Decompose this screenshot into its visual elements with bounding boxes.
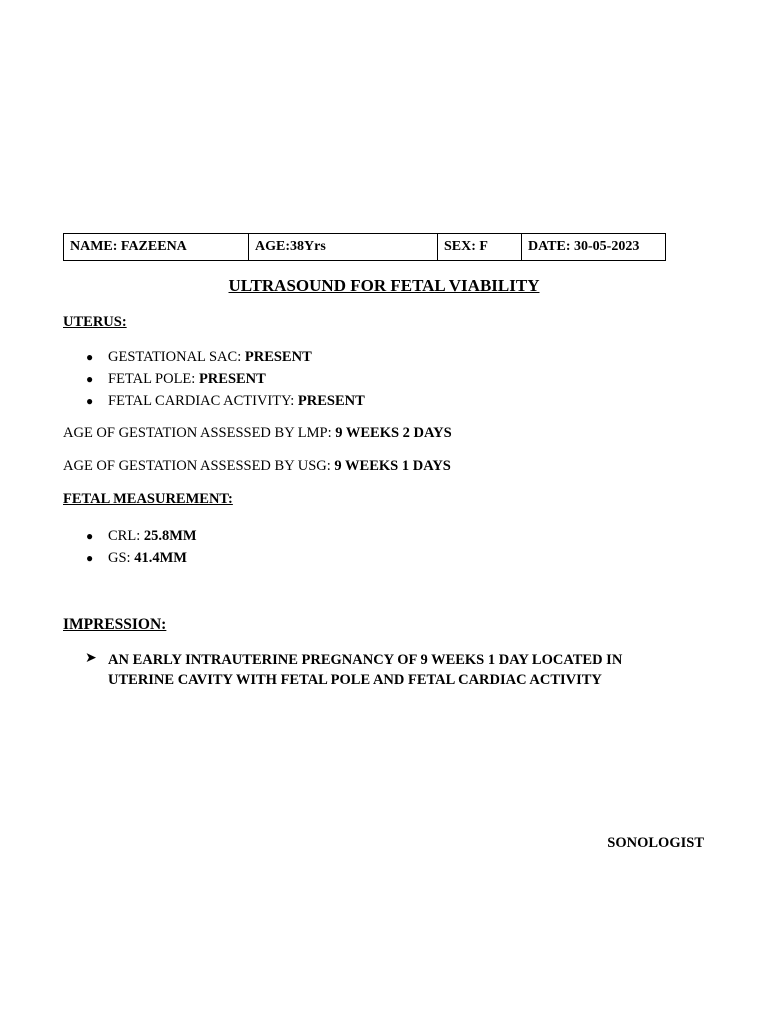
item-value: PRESENT xyxy=(244,349,312,365)
bullet-dot-icon: ● xyxy=(86,529,94,543)
list-item xyxy=(63,525,197,547)
item-label: FETAL POLE: xyxy=(108,371,199,387)
gestation-usg-label: AGE OF GESTATION ASSESSED BY USG: xyxy=(63,458,335,474)
list-item xyxy=(63,368,365,390)
impression-heading: IMPRESSION: xyxy=(63,616,167,633)
patient-info-row xyxy=(64,234,666,261)
item-label: FETAL CARDIAC ACTIVITY: xyxy=(108,393,298,409)
item-label: GS: xyxy=(108,550,135,566)
item-label: CRL: xyxy=(108,528,144,544)
item-value: PRESENT xyxy=(297,393,365,409)
bullet-dot-icon: ● xyxy=(86,350,94,364)
gestation-lmp-line xyxy=(63,425,452,442)
uterus-list xyxy=(63,346,365,412)
patient-age: AGE:38Yrs xyxy=(249,234,438,261)
bullet-dot-icon: ● xyxy=(86,372,94,386)
patient-name: NAME: FAZEENA xyxy=(64,234,249,261)
bullet-dot-icon: ● xyxy=(86,394,94,408)
impression-item xyxy=(63,650,683,690)
uterus-heading: UTERUS: xyxy=(63,314,127,330)
list-item xyxy=(63,547,197,569)
signature-label: SONOLOGIST xyxy=(607,835,704,851)
gestation-usg-line xyxy=(63,458,451,475)
item-value: PRESENT xyxy=(198,371,266,387)
report-date: DATE: 30-05-2023 xyxy=(522,234,666,261)
bullet-dot-icon: ● xyxy=(86,551,94,565)
item-value: 25.8MM xyxy=(143,528,197,544)
item-value: 41.4MM xyxy=(134,550,187,566)
impression-text: AN EARLY INTRAUTERINE PREGNANCY OF 9 WEEKS 1 DAY LOCATED IN UTERINE CAVITY WITH FETAL POLE AND FETAL CARDIAC ACTIVITY xyxy=(108,652,623,688)
report-title: ULTRASOUND FOR FETAL VIABILITY xyxy=(228,276,540,295)
list-item xyxy=(63,390,365,412)
arrowhead-icon: ➤ xyxy=(85,651,97,666)
gestation-usg-value: 9 WEEKS 1 DAYS xyxy=(334,458,451,474)
measurement-list xyxy=(63,525,197,569)
gestation-lmp-label: AGE OF GESTATION ASSESSED BY LMP: xyxy=(63,425,336,441)
fetal-measurement-heading: FETAL MEASUREMENT: xyxy=(63,491,233,507)
list-item xyxy=(63,346,365,368)
patient-sex: SEX: F xyxy=(438,234,522,261)
gestation-lmp-value: 9 WEEKS 2 DAYS xyxy=(335,425,452,441)
patient-info-table xyxy=(63,233,666,261)
item-label: GESTATIONAL SAC: xyxy=(108,349,245,365)
